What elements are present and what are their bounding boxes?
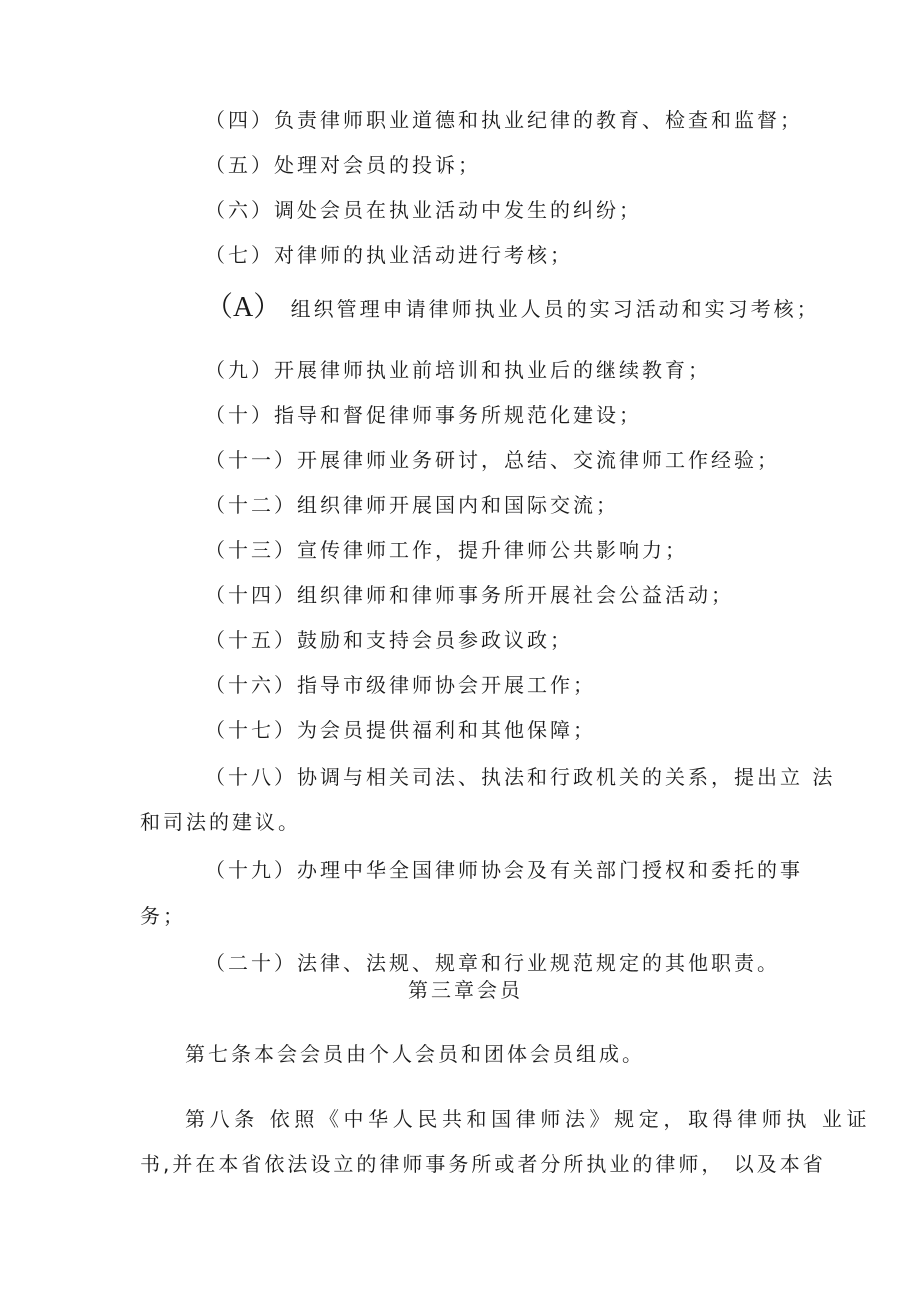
chapter-title: 第三章会员	[408, 978, 523, 1002]
item-6: （六）调处会员在执业活动中发生的纠纷；	[205, 198, 642, 222]
item-17: （十七）为会员提供福利和其他保障；	[205, 718, 596, 742]
item-19-line-2: 务；	[140, 904, 186, 928]
item-18-line-1: （十八）协调与相关司法、执法和行政机关的关系，提出立 法	[205, 765, 836, 789]
item-8-text: 组织管理申请律师执业人员的实习活动和实习考核；	[290, 297, 820, 321]
item-19-line-1: （十九）办理中华全国律师协会及有关部门授权和委托的事	[205, 858, 803, 882]
item-8-marker: （A）	[205, 292, 282, 323]
article-7: 第七条本会会员由个人会员和团体会员组成。	[185, 1042, 645, 1066]
item-9: （九）开展律师执业前培训和执业后的继续教育；	[205, 358, 711, 382]
item-20: （二十）法律、法规、规章和行业规范规定的其他职责。	[205, 951, 780, 975]
article-8-line-1: 第八条 依照《中华人民共和国律师法》规定，取得律师执 业证	[185, 1107, 872, 1131]
item-15: （十五）鼓励和支持会员参政议政；	[205, 628, 573, 652]
item-14: （十四）组织律师和律师事务所开展社会公益活动；	[205, 583, 734, 607]
item-18-line-2: 和司法的建议。	[140, 810, 301, 834]
item-13: （十三）宣传律师工作，提升律师公共影响力；	[205, 538, 688, 562]
item-11: （十一）开展律师业务研讨，总结、交流律师工作经验；	[205, 448, 780, 472]
item-7: （七）对律师的执业活动进行考核；	[205, 243, 573, 267]
item-4: （四）负责律师职业道德和执业纪律的教育、检查和监督；	[205, 108, 803, 132]
item-5: （五）处理对会员的投诉；	[205, 153, 481, 177]
item-12: （十二）组织律师开展国内和国际交流；	[205, 493, 619, 517]
item-16: （十六）指导市级律师协会开展工作；	[205, 673, 596, 697]
item-8	[205, 292, 820, 323]
item-10: （十）指导和督促律师事务所规范化建设；	[205, 403, 642, 427]
article-8-line-2: 书,并在本省依法设立的律师事务所或者分所执业的律师， 以及本省	[140, 1152, 826, 1176]
